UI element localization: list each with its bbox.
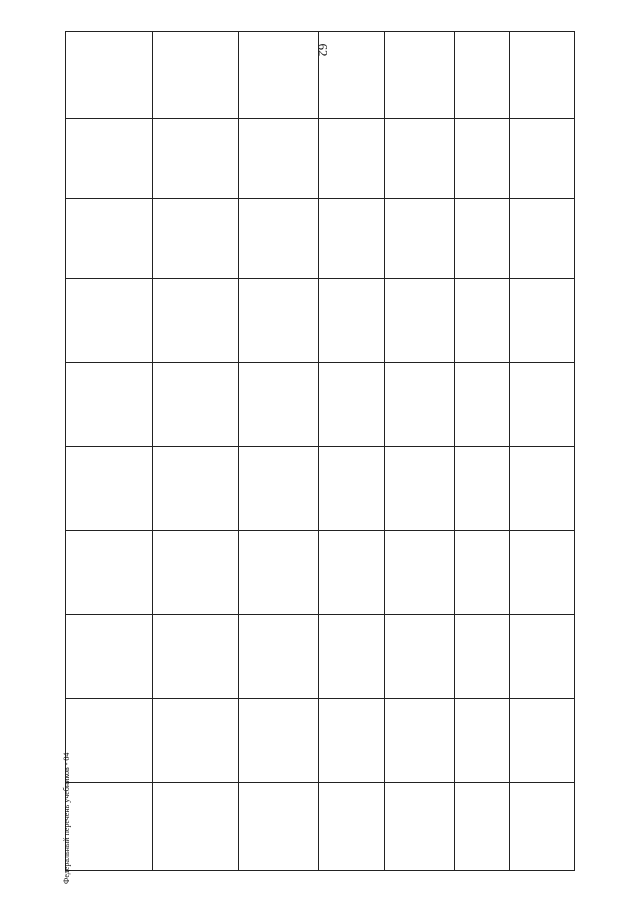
page-number: 62: [315, 43, 331, 57]
footer-text: Федеральный перечень учебников - 04: [62, 752, 71, 884]
textbook-table: [65, 31, 575, 871]
